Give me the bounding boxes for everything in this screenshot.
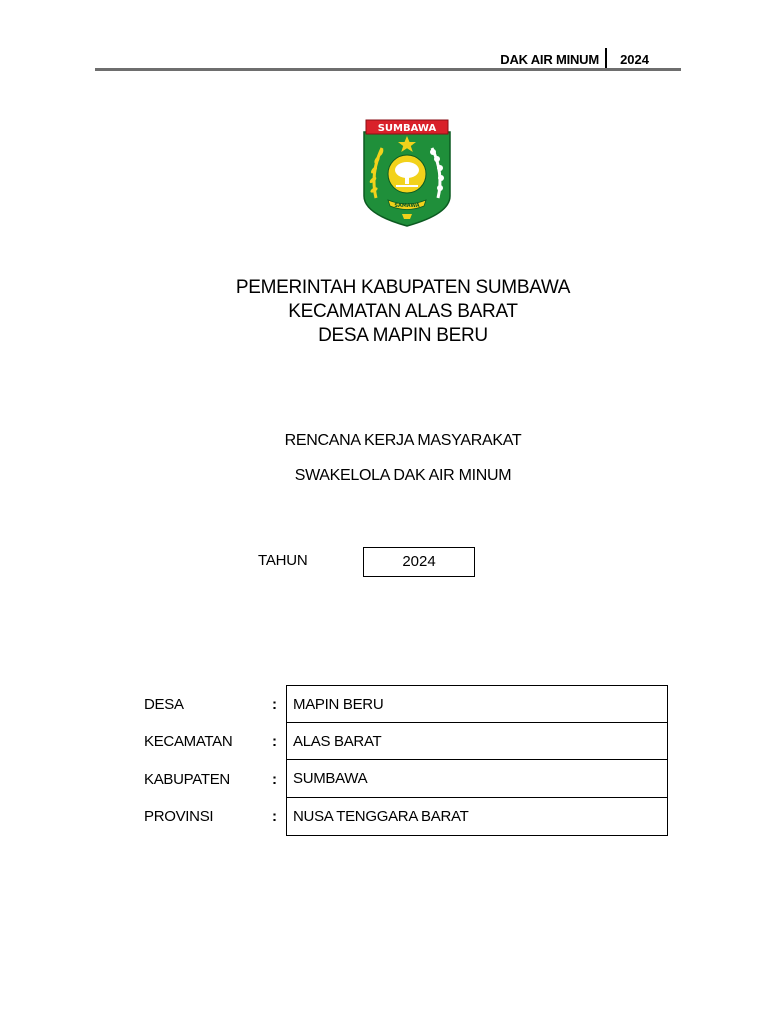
- label-desa: DESA: [144, 696, 184, 713]
- government-heading: [0, 276, 768, 348]
- header-title: DAK AIR MINUM: [500, 52, 599, 67]
- plan-line-1: RENCANA KERJA MASYARAKAT: [284, 432, 522, 449]
- logo-banner-text: SUMBAWA: [377, 123, 437, 134]
- header-year: 2024: [620, 52, 649, 67]
- emblem-icon: [362, 118, 452, 228]
- header-divider: [605, 48, 607, 68]
- government-line-1: PEMERINTAH KABUPATEN SUMBAWA: [235, 277, 571, 298]
- logo-ribbon-text: SAMAWA: [394, 203, 420, 209]
- year-value-box: 2024: [363, 547, 475, 577]
- value-kabupaten: SUMBAWA: [287, 760, 667, 798]
- colon-provinsi: :: [272, 808, 277, 825]
- government-line-2: KECAMATAN ALAS BARAT: [288, 301, 518, 322]
- value-kecamatan: ALAS BARAT: [287, 723, 667, 760]
- sumbawa-emblem-logo: [362, 118, 452, 228]
- location-value-table: [286, 685, 668, 836]
- colon-desa: :: [272, 696, 277, 713]
- page-header: [95, 48, 681, 71]
- value-desa: MAPIN BERU: [287, 686, 667, 723]
- colon-kabupaten: :: [272, 771, 277, 788]
- label-kecamatan: KECAMATAN: [144, 733, 233, 750]
- year-label: TAHUN: [258, 552, 308, 569]
- plan-line-2: SWAKELOLA DAK AIR MINUM: [294, 467, 512, 484]
- label-provinsi: PROVINSI: [144, 808, 214, 825]
- value-provinsi: NUSA TENGGARA BARAT: [293, 808, 469, 825]
- government-line-3: DESA MAPIN BERU: [318, 325, 488, 346]
- colon-kecamatan: :: [272, 733, 277, 750]
- label-kabupaten: KABUPATEN: [144, 771, 230, 788]
- plan-heading: [0, 431, 768, 486]
